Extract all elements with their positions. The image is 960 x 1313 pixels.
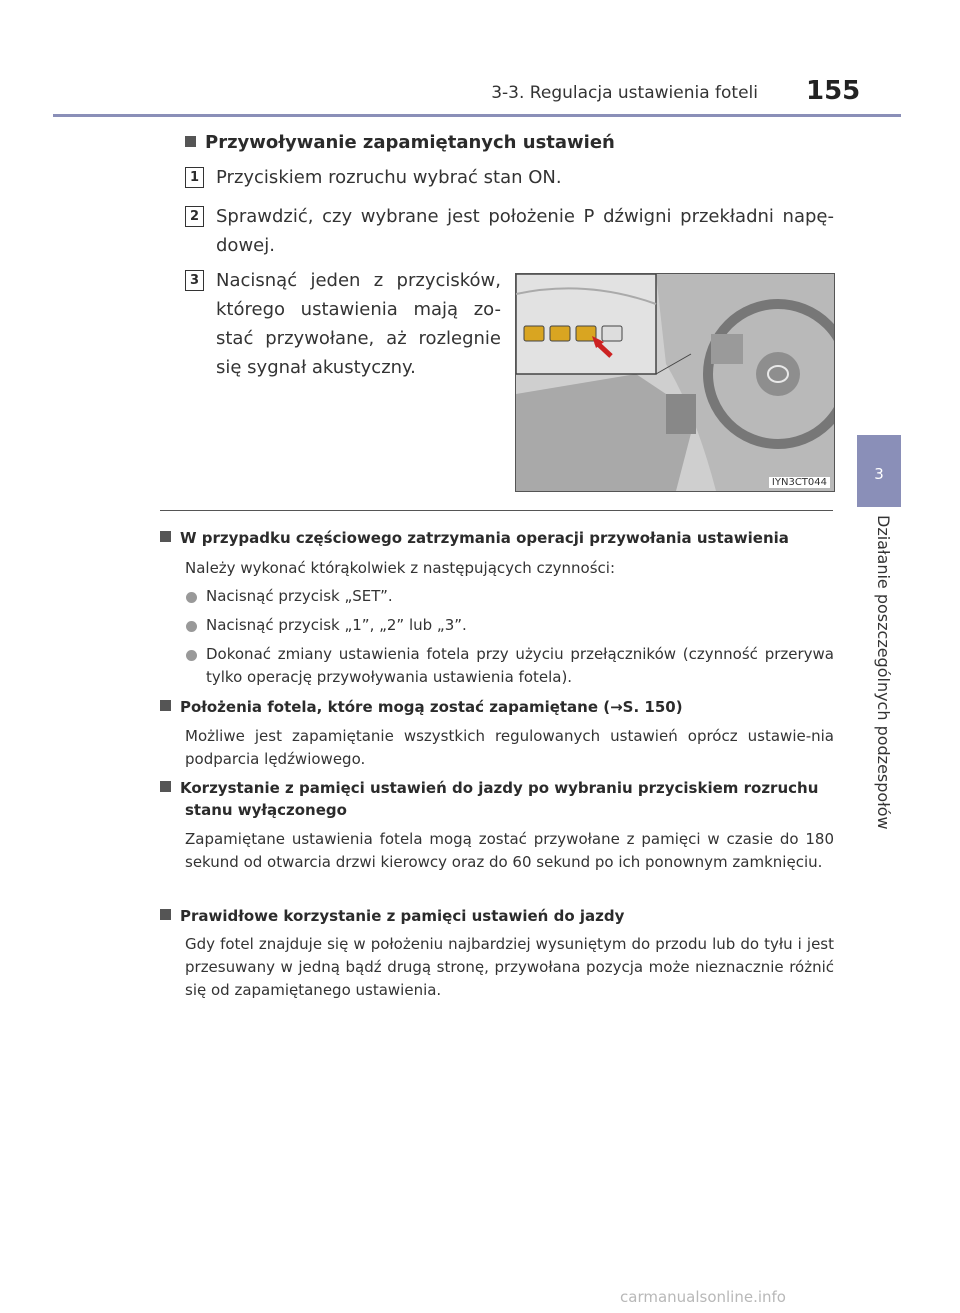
header-rule bbox=[53, 114, 901, 117]
seat-memory-buttons-photo bbox=[515, 273, 835, 492]
car-interior-illustration bbox=[516, 274, 834, 491]
square-bullet-icon bbox=[160, 531, 171, 542]
note-heading-3-text: Korzystanie z pamięci ustawień do jazdy po wybraniu przyciskiem rozruchu stanu wyłączonego bbox=[180, 779, 819, 819]
figure-code: IYN3CT044 bbox=[769, 477, 830, 488]
square-bullet-icon bbox=[160, 781, 171, 792]
square-bullet-icon bbox=[185, 136, 196, 147]
main-heading-text: Przywoływanie zapamiętanych ustawień bbox=[205, 132, 615, 153]
note-1-bullet-3: Dokonać zmiany ustawienia fotela przy użyciu przełączników (czynność przerywa tylko operację przywoływania ustawienia fotela). bbox=[206, 645, 834, 686]
step-text-1: Przyciskiem rozruchu wybrać stan ON. bbox=[216, 167, 562, 188]
bullet-dot-icon bbox=[186, 621, 197, 632]
step-number-3: 3 bbox=[185, 270, 204, 291]
note-body-2: Możliwe jest zapamiętanie wszystkich regulowanych ustawień oprócz ustawie-nia podparcia lędźwiowego. bbox=[185, 727, 834, 768]
section-divider bbox=[160, 510, 833, 511]
note-body-3: Zapamiętane ustawienia fotela mogą zostać przywołane z pamięci w czasie do 180 sekund od otwarcia drzwi kierowcy oraz do 60 sekund po ich ponownym zamknięciu. bbox=[185, 830, 834, 871]
chapter-title: Działanie poszczególnych podzespołów bbox=[874, 515, 893, 830]
step-number-2: 2 bbox=[185, 206, 204, 227]
bullet-dot-icon bbox=[186, 650, 197, 661]
note-1-bullet-2: Nacisnąć przycisk „1”, „2” lub „3”. bbox=[206, 616, 467, 634]
square-bullet-icon bbox=[160, 700, 171, 711]
note-1-bullet-1: Nacisnąć przycisk „SET”. bbox=[206, 587, 393, 605]
note-heading-1 bbox=[160, 527, 840, 549]
bullet-dot-icon bbox=[186, 592, 197, 603]
step-text-3: Nacisnąć jeden z przycisków, którego ustawienia mają zo-stać przywołane, aż rozlegnie się sygnał akustyczny. bbox=[216, 270, 501, 378]
step-number-1: 1 bbox=[185, 167, 204, 188]
section-title: 3-3. Regulacja ustawienia foteli bbox=[491, 83, 758, 103]
note-heading-4 bbox=[160, 905, 840, 927]
note-heading-2 bbox=[160, 696, 840, 718]
chapter-number: 3 bbox=[874, 465, 884, 483]
note-heading-2-text: Położenia fotela, które mogą zostać zapamiętane (→S. 150) bbox=[180, 698, 683, 716]
square-bullet-icon bbox=[160, 909, 171, 920]
note-heading-4-text: Prawidłowe korzystanie z pamięci ustawień do jazdy bbox=[180, 907, 625, 925]
chapter-tab bbox=[857, 435, 901, 507]
note-heading-1-text: W przypadku częściowego zatrzymania operacji przywołania ustawienia bbox=[180, 529, 789, 547]
note-body-1: Należy wykonać którąkolwiek z następujących czynności: bbox=[185, 559, 616, 577]
main-heading bbox=[185, 132, 615, 153]
watermark: carmanualsonline.info bbox=[620, 1288, 786, 1306]
note-body-4: Gdy fotel znajduje się w położeniu najbardziej wysuniętym do przodu lub do tyłu i jest przesuwany w jedną bądź drugą stronę, przywołana pozycja może nieznacznie różnić się od zapamiętanego ustawienia. bbox=[185, 935, 834, 999]
chapter-title-vertical bbox=[874, 515, 897, 855]
step-text-2: Sprawdzić, czy wybrane jest położenie P dźwigni przekładni napę-dowej. bbox=[216, 206, 834, 256]
note-heading-3 bbox=[160, 777, 857, 821]
page-number: 155 bbox=[806, 76, 861, 106]
